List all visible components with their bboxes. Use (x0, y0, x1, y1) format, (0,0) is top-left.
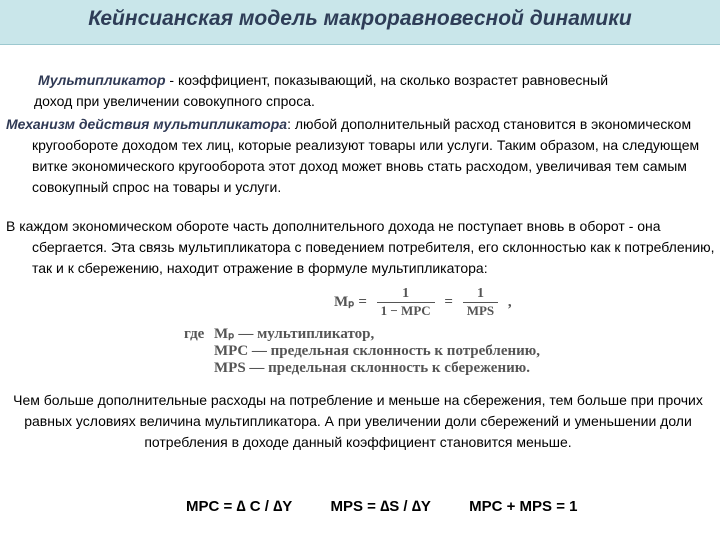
formula-fraction-1 (377, 286, 435, 319)
multiplier-definition-text-b: доход при увеличении совокупного спроса. (34, 93, 315, 109)
definition-mpc: MPC — предельная склонность к потреблению, (214, 343, 540, 359)
equation-mps: MPS = ∆S / ∆Y (330, 498, 431, 515)
where-label: где (184, 326, 205, 342)
equation-mpc: MPC = ∆ C / ∆Y (186, 498, 293, 515)
multiplier-mechanism (6, 114, 720, 198)
mechanism-text: : любой дополнительный расход становится в экономическом кругообороте доходом тех лиц, которые реализуют товары или услуги. Таким образом, на следующем витке экономического кругооборота этот доход может вновь стать расходом, увеличивая тем самым совокупный спрос на товары и услуги. (32, 116, 700, 195)
fraction-1-numerator: 1 (377, 286, 435, 303)
multiplier-formula (184, 280, 584, 378)
mechanism-term: Механизм действия мультипликатора (6, 116, 288, 132)
formula-main (334, 286, 512, 319)
equation-sum: MPC + MPS = 1 (469, 498, 578, 515)
fraction-2-denominator: MPS (466, 303, 495, 318)
multiplier-definition (30, 70, 700, 112)
savings-paragraph: В каждом экономическом обороте часть дополнительного дохода не поступает вновь в оборот - она сбергается. Эта связь мультипликатора с поведением потребителя, его склонностью как к потреблению, так и к сбережению, находит отражение в формуле мультипликатора: (6, 218, 715, 276)
formula-fraction-2 (463, 286, 498, 319)
page-title: Кейнсианская модель макроравновесной динамики (88, 7, 632, 30)
title-bar (0, 0, 720, 45)
formula-tail: , (507, 293, 512, 310)
conclusion-paragraph: Чем больше дополнительные расходы на потребление и меньше на сбережения, тем больше при прочих равных условиях величина мультипликатора. А при увеличении доли сбережений и уменьшении доли потребления в доходе данный коэффициент становится меньше. (13, 392, 703, 450)
definition-mps: MPS — предельная склонность к сбережению. (214, 360, 530, 376)
multiplier-definition-text-a: - коэффициент, показывающий, на сколько возрастет равновесный (165, 72, 609, 88)
formula-lhs: Mₚ = (334, 293, 367, 310)
formula-equals: = (444, 293, 453, 310)
fraction-1-denominator: 1 − MPC (380, 303, 431, 318)
multiplier-term: Мультипликатор (38, 72, 166, 88)
formula-definitions (184, 326, 540, 377)
equations-row (186, 498, 611, 515)
fraction-2-numerator: 1 (463, 286, 498, 303)
definition-mp: Mₚ — мультипликатор, (214, 326, 375, 342)
